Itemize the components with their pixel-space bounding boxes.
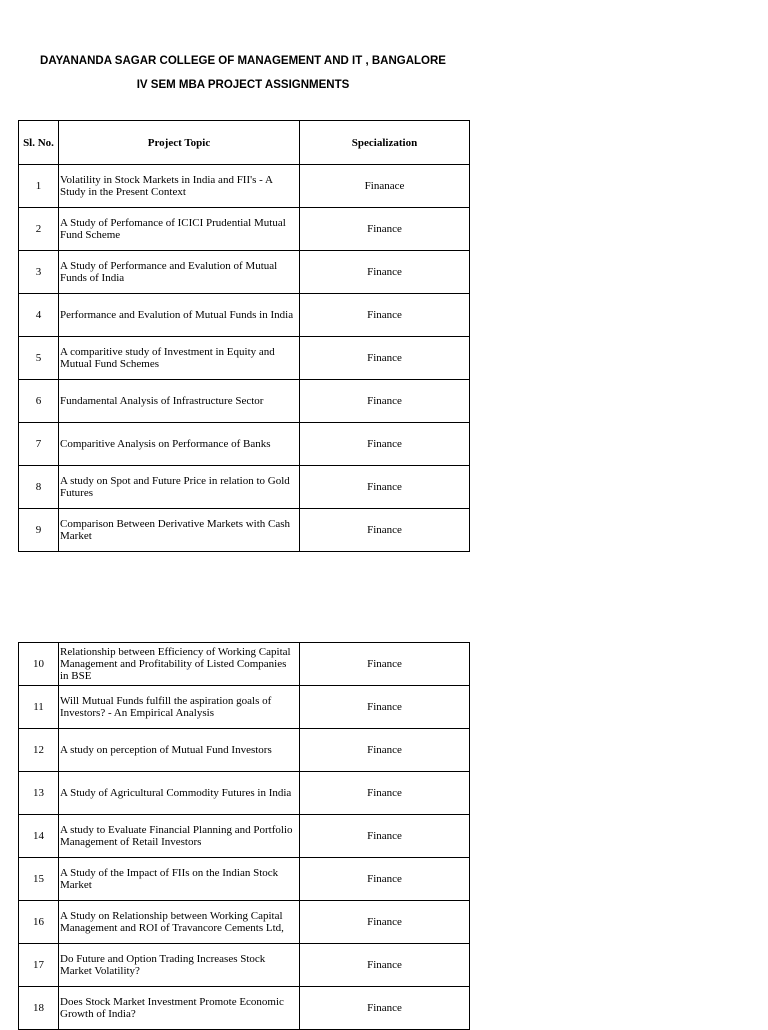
table-body-part-2 [19, 643, 470, 1030]
column-header-project-topic: Project Topic [59, 121, 300, 165]
project-topic-cell: Does Stock Market Investment Promote Economic Growth of India? [59, 987, 300, 1030]
table-row [19, 466, 470, 509]
project-topic-cell: Will Mutual Funds fulfill the aspiration goals of Investors? - An Empirical Analysis [59, 686, 300, 729]
project-topic-cell: Relationship between Efficiency of Working Capital Management and Profitability of Listed Companies in BSE [59, 643, 300, 686]
project-topic-cell: Volatility in Stock Markets in India and FII's - A Study in the Present Context [59, 165, 300, 208]
serial-number-cell: 13 [19, 772, 59, 815]
table-row [19, 987, 470, 1030]
column-header-specialization: Specialization [300, 121, 470, 165]
project-topic-cell: A comparitive study of Investment in Equity and Mutual Fund Schemes [59, 337, 300, 380]
table-row [19, 337, 470, 380]
serial-number-cell: 2 [19, 208, 59, 251]
serial-number-cell: 5 [19, 337, 59, 380]
table-row [19, 858, 470, 901]
table-row [19, 901, 470, 944]
table-row [19, 729, 470, 772]
serial-number-cell: 17 [19, 944, 59, 987]
serial-number-cell: 12 [19, 729, 59, 772]
specialization-cell: Finance [300, 509, 470, 552]
serial-number-cell: 7 [19, 423, 59, 466]
table-row [19, 643, 470, 686]
specialization-cell: Finance [300, 208, 470, 251]
table-body-part-1 [19, 165, 470, 552]
project-table-part-2 [18, 642, 470, 1030]
project-topic-cell: Fundamental Analysis of Infrastructure Sector [59, 380, 300, 423]
serial-number-cell: 10 [19, 643, 59, 686]
table-row [19, 944, 470, 987]
specialization-cell: Finance [300, 858, 470, 901]
serial-number-cell: 11 [19, 686, 59, 729]
serial-number-cell: 4 [19, 294, 59, 337]
table-row [19, 294, 470, 337]
project-topic-cell: A Study of the Impact of FIIs on the Indian Stock Market [59, 858, 300, 901]
serial-number-cell: 18 [19, 987, 59, 1030]
project-topic-cell: A Study of Performance and Evalution of Mutual Funds of India [59, 251, 300, 294]
project-topic-cell: A Study of Agricultural Commodity Futures in India [59, 772, 300, 815]
specialization-cell: Finance [300, 337, 470, 380]
serial-number-cell: 8 [19, 466, 59, 509]
serial-number-cell: 9 [19, 509, 59, 552]
specialization-cell: Finance [300, 380, 470, 423]
specialization-cell: Finance [300, 944, 470, 987]
college-title: DAYANANDA SAGAR COLLEGE OF MANAGEMENT AND IT , BANGALORE [40, 55, 446, 67]
project-topic-cell: A study on Spot and Future Price in relation to Gold Futures [59, 466, 300, 509]
specialization-cell: Finance [300, 901, 470, 944]
specialization-cell: Finance [300, 987, 470, 1030]
specialization-cell: Finance [300, 815, 470, 858]
specialization-cell: Finance [300, 294, 470, 337]
project-topic-cell: A Study of Perfomance of ICICI Prudential Mutual Fund Scheme [59, 208, 300, 251]
table-row [19, 686, 470, 729]
table-row [19, 772, 470, 815]
table-row [19, 509, 470, 552]
serial-number-cell: 16 [19, 901, 59, 944]
specialization-cell: Finance [300, 772, 470, 815]
project-topic-cell: Comparison Between Derivative Markets with Cash Market [59, 509, 300, 552]
table-row [19, 208, 470, 251]
table-row [19, 380, 470, 423]
specialization-cell: Finance [300, 423, 470, 466]
serial-number-cell: 1 [19, 165, 59, 208]
serial-number-cell: 6 [19, 380, 59, 423]
table-header-row [19, 121, 470, 165]
project-topic-cell: Performance and Evalution of Mutual Funds in India [59, 294, 300, 337]
table-row [19, 251, 470, 294]
specialization-cell: Finanace [300, 165, 470, 208]
serial-number-cell: 3 [19, 251, 59, 294]
project-topic-cell: Comparitive Analysis on Performance of Banks [59, 423, 300, 466]
project-table-part-1 [18, 120, 470, 552]
specialization-cell: Finance [300, 686, 470, 729]
table-row [19, 815, 470, 858]
table-row [19, 423, 470, 466]
project-topic-cell: Do Future and Option Trading Increases Stock Market Volatility? [59, 944, 300, 987]
specialization-cell: Finance [300, 729, 470, 772]
serial-number-cell: 14 [19, 815, 59, 858]
document-subtitle: IV SEM MBA PROJECT ASSIGNMENTS [136, 79, 350, 91]
project-topic-cell: A study to Evaluate Financial Planning and Portfolio Management of Retail Investors [59, 815, 300, 858]
specialization-cell: Finance [300, 251, 470, 294]
project-topic-cell: A Study on Relationship between Working Capital Management and ROI of Travancore Cements Ltd, [59, 901, 300, 944]
serial-number-cell: 15 [19, 858, 59, 901]
column-header-sl-no: Sl. No. [19, 121, 59, 165]
table-row [19, 165, 470, 208]
specialization-cell: Finance [300, 466, 470, 509]
specialization-cell: Finance [300, 643, 470, 686]
project-topic-cell: A study on perception of Mutual Fund Investors [59, 729, 300, 772]
